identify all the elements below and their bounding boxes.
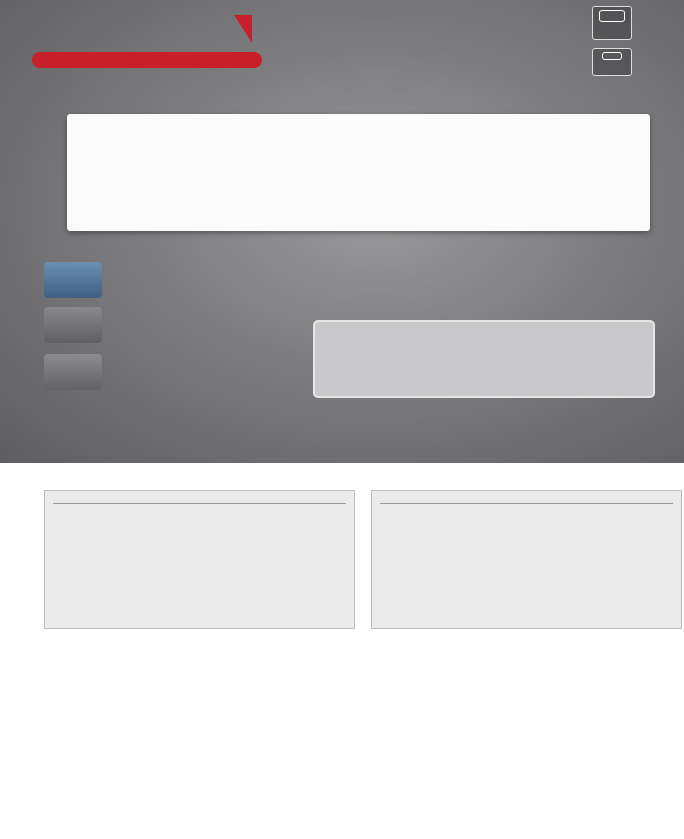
lens-module-image bbox=[313, 320, 655, 398]
wire-icon bbox=[602, 52, 622, 60]
osram-logo bbox=[44, 307, 102, 343]
terminal-block-icon bbox=[599, 10, 625, 22]
logo-accent-icon bbox=[234, 15, 252, 43]
wire-size-badge bbox=[592, 48, 632, 76]
additional-info-box bbox=[371, 490, 682, 629]
samsung-logo bbox=[44, 354, 102, 390]
led-pcb-board bbox=[67, 114, 650, 231]
lumileds-logo bbox=[44, 262, 102, 298]
smd-terminal-badge bbox=[592, 6, 632, 40]
applications-title bbox=[53, 499, 346, 504]
brand-tagline bbox=[32, 52, 262, 68]
applications-box bbox=[44, 490, 355, 629]
additional-info-title bbox=[380, 499, 673, 504]
